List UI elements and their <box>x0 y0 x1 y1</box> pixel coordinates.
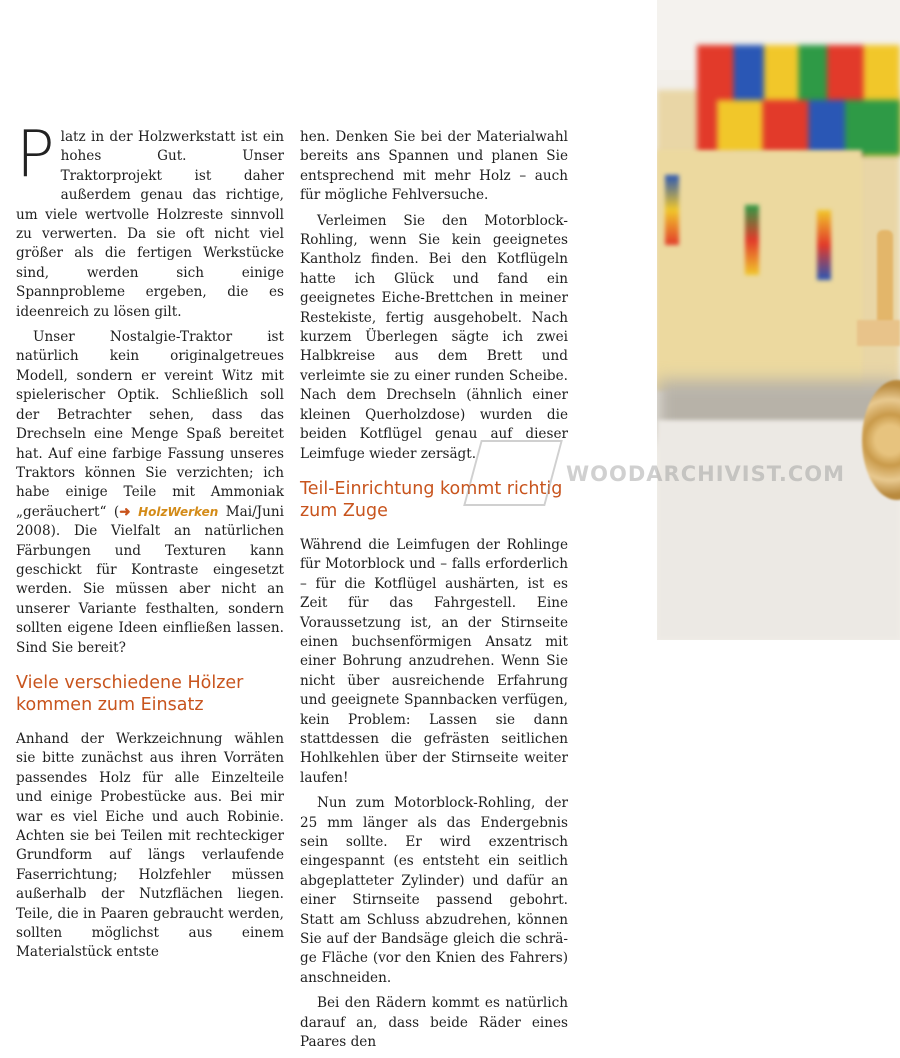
intro-paragraph <box>16 118 284 322</box>
paragraph: Bei den Rädern kommt es natürlich darauf an, dass beide Räder eines Paares den <box>300 995 568 1051</box>
photo-wooden-post <box>877 230 893 330</box>
paragraph: Verleimen Sie den Motorblock-Rohling, wenn Sie kein geeignetes Kantholz finden. Bei den Kotflügeln hatte ich Glück und fand ein geeignetes Eiche-Brettchen in meiner Restekiste, fertig ausgehobelt. Nach kurzem Überlegen sägte ich zwei Halbkreise aus dem Brett und verleimte sie zu einer runden Scheibe. Nach dem Drechseln (ähnlich einer kleinen Querholzdose) wurden die beiden Kotflügel genau auf dieser Leimfuge wieder zersägt. <box>300 212 568 462</box>
paragraph: Nun zum Motorblock-Rohling, der 25 mm länger als das Endergebnis sein sollte. Er wird exzentrisch eingespannt (es entsteht ein seitlich abgeplatteter Zylinder) und dafür an einer Stirnseite passend gebohrt. Statt am Schluss abzudrehen, können Sie auf der Bandsäge gleich die schräge Fläche (vor den Knien des Fahrers) anschneiden. <box>300 795 568 986</box>
intro-text: latz in der Holzwerkstatt ist ein hohes Gut. Unser Traktorprojekt ist daher außerdem genau das richtige, um viele wertvolle Holzreste sinnvoll zu verwerten. Da sie oft nicht viel größer als die fertigen Werkstücke sind, werden sich einige Spannprobleme ergeben, die es ideenreich zu lösen gilt. <box>16 129 284 320</box>
photo-slot <box>665 175 679 245</box>
photo-wooden-rail <box>857 320 900 346</box>
photo-slot <box>817 210 831 280</box>
holzwerken-logo: HolzWerken <box>138 504 219 519</box>
photo-colored-blocks <box>717 100 900 155</box>
section-heading: Viele verschiedene Hölzer kommen zum Einsatz <box>16 672 244 715</box>
paragraph: Unser Nostalgie-Traktor ist natürlich kein originalgetreues Modell, sondern er vereint Witz mit spielerischer Optik. Schließlich soll der Betrachter sehen, dass das Drechseln eine Menge Spaß bereitet hat. Auf eine farbige Fassung unseres Traktors können Sie verzichten; ich habe einige Teile mit Ammoniak „geräuchert“ (➜ HolzWerken Mai/Juni 2008). Die Vielfalt an natürlichen Färbungen und Texturen kann geschickt für Kontraste eingesetzt werden. Sie müssen aber nicht an unserer Variante festhalten, sondern sollten eigene Ideen einfließen lassen. Sind Sie bereit? <box>16 329 284 656</box>
toy-tractor-photo <box>657 0 900 640</box>
paragraph: Während die Leimfugen der Rohlinge für Motorblock und – falls erforderlich – für die Kotflügel aushärten, ist es Zeit für das Fahrgestell. Eine Voraussetzung ist, an der Stirnseite einen buchsenförmigen Ansatz mit einer Bohrung anzudrehen. Wenn Sie nicht über ausreichende Erfahrung und geeignete Spannbacken verfügen, kein Problem: Lassen sie dann stattdessen die gefrästen seitlichen Hohlkehlen über der Stirnseite weiter laufen! <box>300 536 568 786</box>
paragraph: Anhand der Werkzeichnung wählen sie bitte zunächst aus ihren Vorräten passendes Holz für alle Einzelteile und einige Probestücke aus. Bei mir war es viel Eiche und auch Robinie. Achten sie bei Teilen mit rechteckiger Grundform auf längs verlaufende Faserrichtung; Holzfehler müssen außerhalb der Nutzflächen liegen. Teile, die in Paaren gebraucht werden, sollten möglichst aus einem Materialstück entste <box>16 730 284 961</box>
drop-cap: P <box>16 118 55 192</box>
section-heading: Teil-Einrichtung kommt richtig zum Zuge <box>300 478 563 521</box>
text-column-left <box>16 118 284 969</box>
arrow-icon: ➜ <box>119 503 131 520</box>
paragraph: hen. Denken Sie bei der Materialwahl bereits ans Spannen und planen Sie entsprechend mit mehr Holz – auch für mögliche Fehlversuche. <box>300 129 568 204</box>
watermark-text: WOODARCHIVIST.COM <box>566 462 845 486</box>
text-column-middle <box>300 128 568 1058</box>
photo-slot <box>745 205 759 275</box>
photo-wagon-side <box>657 150 862 390</box>
